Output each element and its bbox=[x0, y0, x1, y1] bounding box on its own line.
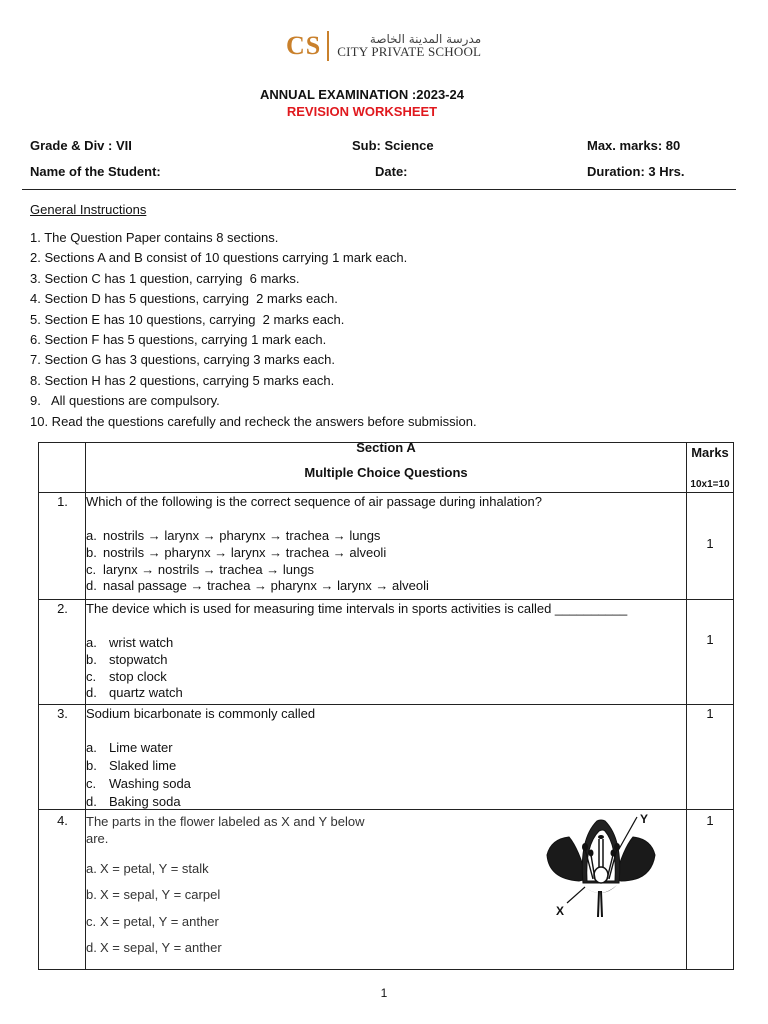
logo-english-name: CITY PRIVATE SCHOOL bbox=[337, 44, 482, 60]
option: b. stopwatch bbox=[86, 651, 168, 667]
logo-text bbox=[337, 33, 481, 59]
instruction-item: 6. Section F has 5 questions, carrying 1 mark each. bbox=[30, 332, 327, 348]
question-marks: 1 bbox=[706, 536, 714, 551]
max-marks: Max. marks: 80 bbox=[587, 138, 681, 153]
page-number: 1 bbox=[380, 986, 388, 1000]
instruction-item: 2. Sections A and B consist of 10 questions carrying 1 mark each. bbox=[30, 250, 408, 266]
instruction-item: 9. All questions are compulsory. bbox=[30, 393, 220, 409]
question-number: 2. bbox=[57, 601, 68, 616]
question-1 bbox=[86, 494, 686, 595]
instructions-title: General Instructions bbox=[30, 202, 147, 217]
question-text: Sodium bicarbonate is commonly called bbox=[86, 706, 316, 721]
instructions-list bbox=[30, 228, 477, 432]
option: c. stop clock bbox=[86, 668, 167, 684]
grade-div: Grade & Div : VII bbox=[30, 138, 132, 153]
question-number: 3. bbox=[57, 706, 68, 721]
figure-label-x: X bbox=[556, 904, 565, 918]
option: c. larynx → nostrils → trachea → lungs bbox=[86, 561, 314, 577]
option: d. nasal passage → trachea → pharynx → larynx → alveoli bbox=[86, 578, 429, 594]
question-text: The parts in the flower labeled as X and Y below bbox=[86, 814, 365, 829]
instruction-item: 5. Section E has 10 questions, carrying 2 marks each. bbox=[30, 311, 345, 327]
question-marks: 1 bbox=[706, 706, 714, 721]
logo-divider bbox=[327, 31, 329, 61]
option: b. X = sepal, Y = carpel bbox=[86, 887, 221, 903]
question-number: 4. bbox=[57, 813, 68, 828]
question-2 bbox=[86, 601, 686, 702]
table-row-divider bbox=[39, 492, 733, 493]
logo-arabic-name: مدرسة المدينة الخاصة bbox=[369, 31, 482, 46]
instruction-item: 8. Section H has 2 questions, carrying 5 marks each. bbox=[30, 372, 335, 388]
option: a. nostrils → larynx → pharynx → trachea → lungs bbox=[86, 528, 381, 543]
option: a. X = petal, Y = stalk bbox=[86, 861, 209, 876]
question-table bbox=[38, 442, 734, 970]
worksheet-title: REVISION WORKSHEET bbox=[286, 104, 438, 119]
option: b. Slaked lime bbox=[86, 758, 177, 773]
instruction-item: 4. Section D has 5 questions, carrying 2 marks each. bbox=[30, 291, 338, 307]
table-row-divider bbox=[39, 704, 733, 705]
question-marks: 1 bbox=[706, 632, 714, 647]
option: d. Baking soda bbox=[86, 794, 181, 809]
option: d. X = sepal, Y = anther bbox=[86, 939, 222, 955]
exam-title: ANNUAL EXAMINATION :2023-24 bbox=[260, 87, 464, 102]
instruction-item: 1. The Question Paper contains 8 sections. bbox=[30, 230, 279, 245]
instruction-item: 3. Section C has 1 question, carrying 6 marks. bbox=[30, 270, 300, 286]
instruction-item: 7. Section G has 3 questions, carrying 3 marks each. bbox=[30, 352, 335, 368]
section-name: Section A bbox=[356, 440, 416, 455]
marks-formula: 10x1=10 bbox=[690, 479, 730, 490]
question-text: Which of the following is the correct sequence of air passage during inhalation? bbox=[86, 494, 542, 509]
header-divider bbox=[22, 189, 736, 190]
option: c. Washing soda bbox=[86, 776, 191, 791]
subject: Sub: Science bbox=[352, 138, 434, 153]
question-4 bbox=[86, 813, 396, 961]
option: d. quartz watch bbox=[86, 685, 183, 701]
table-row-divider bbox=[39, 599, 733, 600]
section-type: Multiple Choice Questions bbox=[304, 465, 468, 480]
option: a. Lime water bbox=[86, 740, 173, 755]
question-text: The device which is used for measuring time intervals in sports activities is called __________ bbox=[86, 601, 628, 616]
option: a. wrist watch bbox=[86, 635, 174, 650]
school-logo bbox=[286, 30, 481, 62]
marks-header: Marks bbox=[691, 445, 729, 460]
date-label: Date: bbox=[375, 164, 408, 179]
logo-mark: CS bbox=[286, 31, 322, 60]
duration: Duration: 3 Hrs. bbox=[587, 164, 685, 179]
instruction-item: 10. Read the questions carefully and recheck the answers before submission. bbox=[30, 413, 477, 429]
question-3 bbox=[86, 706, 686, 811]
question-number: 1. bbox=[57, 494, 68, 509]
figure-label-y: Y bbox=[640, 812, 649, 826]
option: b. nostrils → pharynx → larynx → trachea → alveoli bbox=[86, 544, 387, 560]
question-text-cont: are. bbox=[86, 831, 109, 846]
option: c. X = petal, Y = anther bbox=[86, 913, 219, 929]
question-marks: 1 bbox=[706, 813, 714, 828]
student-name-label: Name of the Student: bbox=[30, 164, 161, 179]
